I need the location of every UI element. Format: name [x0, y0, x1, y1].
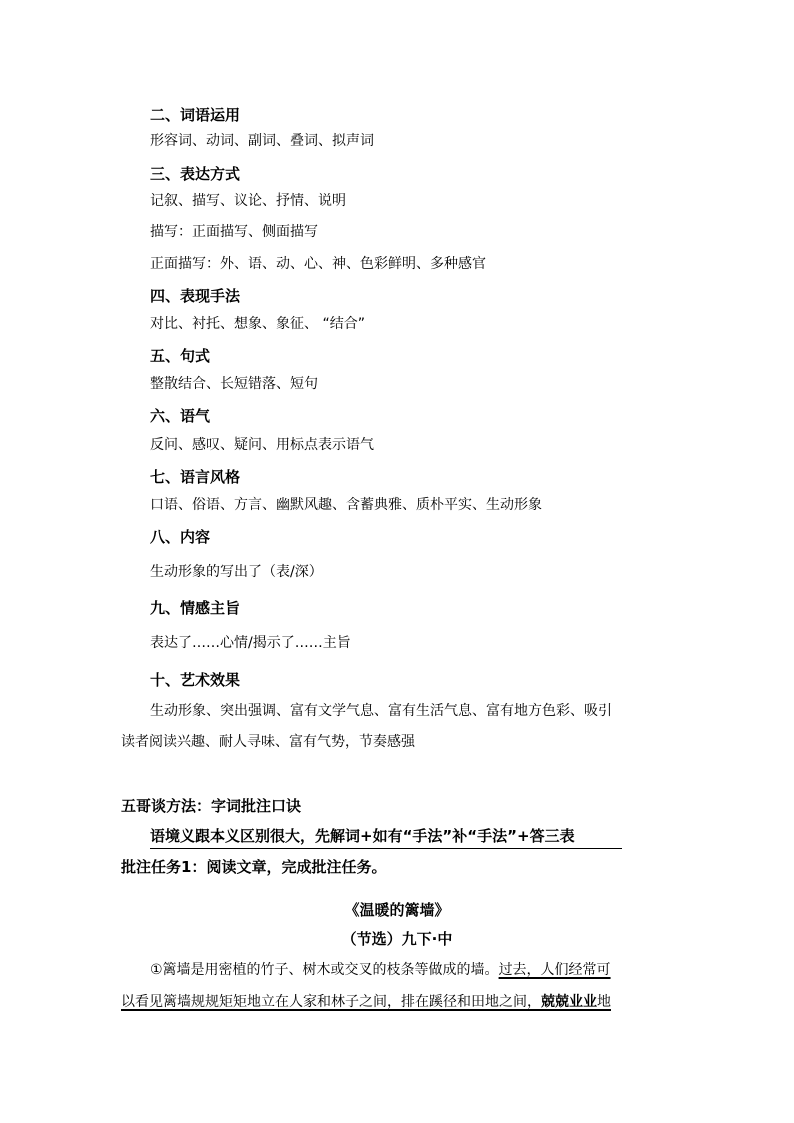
paragraph-text: ①篱墙是用密植的竹子、树木或交叉的枝条等做成的墙。: [150, 962, 499, 978]
section-heading: 十、艺术效果: [150, 671, 241, 689]
section-text: 表达了……心情/揭示了……主旨: [150, 635, 351, 651]
method-title: 五哥谈方法：字词批注口诀: [121, 797, 302, 815]
section-text: 口语、俗语、方言、幽默风趣、含蓄典雅、质朴平实、生动形象: [150, 497, 542, 513]
section-heading: 九、情感主旨: [150, 599, 241, 617]
section-text: 生动形象、突出强调、富有文学气息、富有生活气息、富有地方色彩、吸引: [150, 703, 612, 719]
section-heading: 八、内容: [150, 528, 211, 546]
section-text: 描写：正面描写、侧面描写: [150, 224, 318, 240]
section-text: 记叙、描写、议论、抒情、说明: [150, 193, 346, 209]
section-heading: 五、句式: [150, 347, 211, 365]
underlined-bold-text: 兢兢业业: [541, 994, 597, 1010]
underlined-text: 以看见篱墙规规矩矩地立在人家和林子之间，排在蹊径和田地之间，: [121, 994, 541, 1010]
underlined-text: 过去，人们经常可: [498, 962, 611, 978]
section-text: 对比、衬托、想象、象征、 “结合”: [150, 316, 365, 332]
section-text: 形容词、动词、副词、叠词、拟声词: [150, 133, 374, 149]
method-rule-underline: [150, 848, 622, 849]
section-text: 正面描写：外、语、动、心、神、色彩鲜明、多种感官: [150, 256, 486, 272]
method-rule: 语境义跟本义区别很大，先解词+如有“手法”补“手法”+答三表: [150, 827, 575, 845]
section-heading: 六、语气: [150, 407, 211, 425]
section-text: 读者阅读兴趣、耐人寻味、富有气势，节奏感强: [121, 734, 415, 750]
underlined-text: 地: [597, 994, 611, 1010]
article-source: （节选）九下·中: [341, 930, 453, 948]
section-heading: 七、语言风格: [150, 468, 241, 486]
article-title: 《温暖的篱墙》: [344, 901, 450, 919]
section-heading: 二、词语运用: [150, 106, 241, 124]
article-paragraph-line: [150, 961, 611, 979]
section-text: 生动形象的写出了（表/深）: [150, 564, 323, 580]
section-heading: 四、表现手法: [150, 287, 241, 305]
task-instruction: 批注任务1：阅读文章，完成批注任务。: [121, 858, 387, 876]
section-heading: 三、表达方式: [150, 165, 241, 183]
section-text: 反问、感叹、疑问、用标点表示语气: [150, 437, 374, 453]
article-paragraph-line: [121, 993, 611, 1011]
section-text: 整散结合、长短错落、短句: [150, 376, 318, 392]
